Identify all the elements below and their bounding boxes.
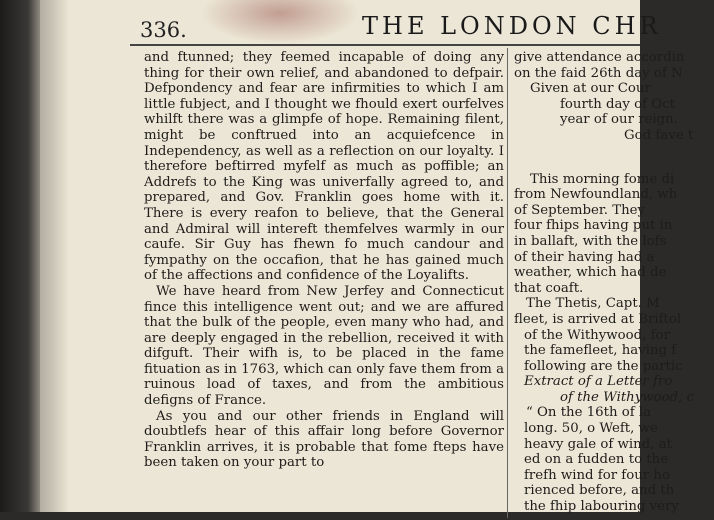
newspaper-page: [40, 0, 695, 515]
text-line: the fhip labouring very: [524, 499, 679, 515]
text-line: weather, which had de: [514, 265, 667, 281]
text-line: long. 50, o Weft, we: [524, 421, 658, 437]
text-line: The Thetis, Capt. M: [526, 296, 660, 312]
text-line: that coaft.: [514, 280, 584, 296]
text-line: This morning fome di: [530, 171, 675, 187]
paragraph-1: and ftunned; they feemed incapable of doing any thing for their own relief, and abandoned to defpair. Defpondency and fear are infirmities to which I am little fubject, and I thought we fhould exert ourfelves whilft there was a glimpfe of hope. Remaining filent, might be conftrued into an acquiefcence in Independency, as well as a reflection on our loyalty. I therefore beftirred myfelf as much as poffible; an Addrefs to the King was univerfally agreed to, and prepared, and Gov. Franklin goes home with it. There is every reafon to believe, that the General and Admiral will intereft themfelves warmly in our caufe. Sir Guy has fhewn fo much candour and fympathy on the occafion, that he has gained much of the affections and confidence of the Loyalifts.: [144, 50, 504, 284]
text-line: from Newfoundland, wh: [514, 187, 678, 203]
paper-stain: [200, 0, 360, 44]
text-line: Extract of a Letter fro: [524, 374, 673, 390]
text-line: four fhips having put in: [514, 218, 673, 234]
text-line: fleet, is arrived at Briftol: [514, 311, 682, 327]
text-line: the famefleet, having f: [524, 343, 677, 359]
text-line: year of our reign.: [560, 112, 678, 128]
column-divider: [507, 48, 508, 518]
text-line: Given at our Cour: [530, 81, 651, 97]
text-line: give attendance accordin: [514, 50, 685, 65]
book-spine: [0, 0, 40, 512]
text-line: following are the partic: [524, 358, 683, 374]
text-line: heavy gale of wind, at: [524, 436, 672, 452]
paragraph-2: We have heard from New Jerfey and Connecticut fince this intelligence went out; and we are affured that the bulk of the people, even many who had, and are deeply engaged in the rebellion, received it with difguft. Their wifh is, to be placed in the fame fituation as in 1763, which can only fave them from a ruinous load of taxes, and from the ambitious defigns of France.: [144, 283, 504, 409]
text-line: of September. They: [514, 202, 646, 218]
page-number: 336.: [140, 18, 187, 42]
text-line: in ballaft, with the lofs: [514, 233, 667, 249]
text-line: rienced before, and th: [524, 483, 675, 499]
text-line: frefh wind for four ho: [524, 467, 670, 483]
left-column: [144, 50, 504, 520]
text-line: God fave t: [624, 127, 694, 143]
header-rule: [130, 44, 640, 46]
paragraph-3: As you and our other friends in England will doubtlefs hear of this affair long before Governor Franklin arrives, it is probable that fome fteps have been taken on your part to: [144, 408, 504, 471]
text-line: ed on a fudden to the: [524, 452, 669, 468]
text-line: fourth day of Oct: [560, 96, 676, 112]
text-line: of the Withywood, c: [560, 389, 695, 405]
text-line: of the Withywood, for: [524, 327, 670, 343]
text-line: “ On the 16th of la: [526, 405, 652, 421]
right-column: [514, 50, 714, 520]
text-line: of their having had a: [514, 249, 655, 265]
text-line: on the faid 26th day of N: [514, 65, 683, 81]
masthead-title: THE LONDON CHR: [362, 12, 662, 40]
